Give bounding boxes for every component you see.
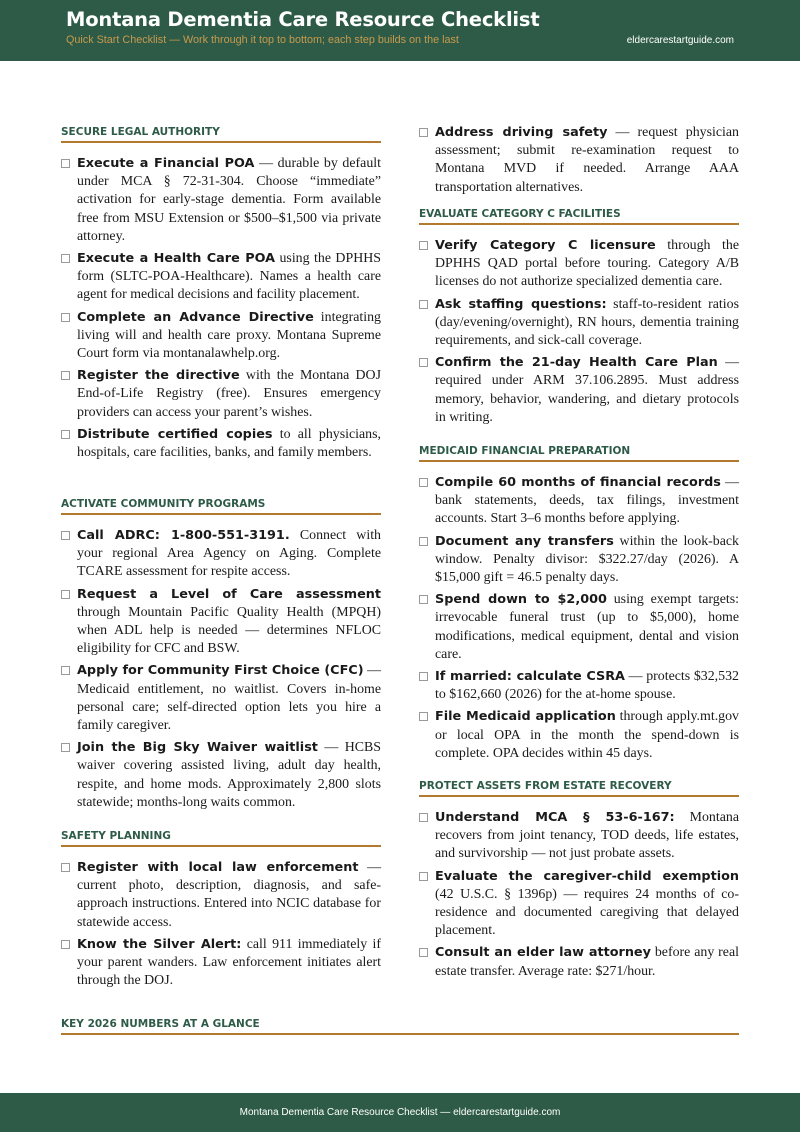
item-title: Apply for Community First Choice (CFC) bbox=[77, 663, 364, 679]
header-url: eldercarestartguide.com bbox=[626, 35, 734, 46]
checklist-item bbox=[419, 668, 739, 704]
item-text: (42 U.S.C. § 1396p) — requires 24 months of co-residence and documented caregiving that delayed placement. bbox=[435, 886, 739, 939]
item-text: through the DPHHS QAD portal before touring. Category A/B licenses do not authorize specialized dementia care. bbox=[435, 238, 739, 290]
checkbox[interactable] bbox=[419, 241, 428, 250]
item-text: — request physician assessment; submit re-examination request to Montana MVD if needed. Arrange AAA transportation alternatives. bbox=[435, 125, 739, 195]
checklist-item bbox=[419, 354, 739, 427]
item-text: — current photo, description, diagnosis, and safe-approach instructions. Entered into NCIC database for statewide access. bbox=[77, 860, 381, 930]
page-title: Montana Dementia Care Resource Checklist bbox=[66, 8, 540, 31]
checkbox[interactable] bbox=[61, 254, 70, 263]
item-text: — Medicaid entitlement, no waitlist. Covers in-home personal care; self-directed option lets you hire a family caregiver. bbox=[77, 663, 381, 734]
checklist-item bbox=[419, 124, 739, 197]
item-title: Evaluate the caregiver-child exemption bbox=[435, 868, 739, 884]
checkbox[interactable] bbox=[61, 940, 70, 949]
checkbox[interactable] bbox=[419, 872, 428, 881]
checkbox[interactable] bbox=[419, 948, 428, 957]
checkbox[interactable] bbox=[61, 666, 70, 675]
item-title: Execute a Health Care POA bbox=[77, 251, 276, 267]
checkbox[interactable] bbox=[419, 595, 428, 604]
checkbox[interactable] bbox=[419, 300, 428, 309]
checklist bbox=[419, 809, 739, 981]
item-text: — protects $32,532 to $162,660 (2026) for the at-home spouse. bbox=[435, 669, 739, 703]
checkbox[interactable] bbox=[419, 712, 428, 721]
item-title: Confirm the 21-day Health Care Plan bbox=[435, 355, 718, 371]
checkbox[interactable] bbox=[61, 863, 70, 872]
footer-text: Montana Dementia Care Resource Checklist — eldercarestartguide.com bbox=[239, 1107, 561, 1118]
section-safety bbox=[61, 830, 381, 994]
item-title: Complete an Advance Directive bbox=[77, 309, 314, 325]
checklist-item bbox=[61, 367, 381, 422]
checklist-item bbox=[61, 936, 381, 991]
section-heading: KEY 2026 NUMBERS AT A GLANCE bbox=[61, 1018, 739, 1035]
checklist-item bbox=[61, 155, 381, 246]
page-header bbox=[0, 0, 800, 61]
item-text: — required under ARM 37.106.2895. Must address memory, behavior, wandering, and dietary protocols in writing. bbox=[435, 355, 739, 425]
item-title: Compile 60 months of financial records bbox=[435, 475, 721, 490]
section-legal bbox=[61, 126, 381, 466]
item-title: Distribute certified copies bbox=[77, 426, 273, 442]
checkbox[interactable] bbox=[61, 590, 70, 599]
item-text: — bank statements, deeds, tax filings, investment accounts. Start 3–6 months before applying. bbox=[435, 475, 739, 527]
checklist-item bbox=[61, 250, 381, 305]
item-title: Call ADRC: 1-800-551-3191. bbox=[77, 528, 290, 543]
page-subtitle: Quick Start Checklist — Work through it top to bottom; each step builds on the last bbox=[66, 34, 459, 46]
item-title: Execute a Financial POA bbox=[77, 156, 255, 171]
section-community bbox=[61, 498, 381, 816]
item-text: — HCBS waiver covering assisted living, adult day health, respite, and home mods. Approximately 2,800 slots statewide; months-long waits common. bbox=[77, 740, 381, 810]
checkbox[interactable] bbox=[61, 430, 70, 439]
item-text: using exempt targets: irrevocable funeral trust (up to $5,000), home modifications, medical equipment, dental and vision care. bbox=[435, 592, 739, 662]
item-title: Spend down to $2,000 bbox=[435, 592, 607, 608]
item-text: within the look-back window. Penalty divisor: $322.27/day (2026). A $15,000 gift = 46.5 penalty days. bbox=[435, 533, 739, 586]
section-heading: SAFETY PLANNING bbox=[61, 830, 381, 847]
item-text: Connect with your regional Area Agency on Aging. Complete TCARE assessment for respite access. bbox=[77, 528, 381, 580]
checklist-item bbox=[61, 527, 381, 582]
checklist-item bbox=[419, 533, 739, 588]
section-numbers bbox=[61, 1018, 739, 1035]
checklist-item bbox=[61, 426, 381, 462]
checkbox[interactable] bbox=[61, 159, 70, 168]
checklist-item bbox=[419, 296, 739, 351]
section-estate bbox=[419, 780, 739, 985]
item-text: Montana recovers from joint tenancy, TOD deeds, life estates, and survivorship — not just probate assets. bbox=[435, 810, 739, 862]
item-title: Request a Level of Care assessment bbox=[77, 586, 381, 602]
item-text: staff-to-resident ratios (day/evening/overnight), RN hours, dementia training requirements, and sick-call coverage. bbox=[435, 296, 740, 349]
section-safety-continued bbox=[419, 124, 739, 201]
item-title: Register the directive bbox=[77, 368, 240, 384]
checklist bbox=[61, 527, 381, 812]
item-title: Verify Category C licensure bbox=[435, 238, 656, 253]
section-heading: MEDICAID FINANCIAL PREPARATION bbox=[419, 445, 739, 462]
checklist-item bbox=[419, 868, 739, 941]
item-title: Understand MCA § 53-6-167: bbox=[435, 810, 675, 825]
item-text: through apply.mt.gov or local OPA in the month the spend-down is complete. OPA decides within 45 days. bbox=[435, 709, 739, 761]
checklist bbox=[61, 155, 381, 462]
checklist bbox=[419, 474, 739, 763]
checklist-item bbox=[419, 809, 739, 864]
section-heading: SECURE LEGAL AUTHORITY bbox=[61, 126, 381, 143]
checkbox[interactable] bbox=[419, 537, 428, 546]
checklist bbox=[61, 859, 381, 990]
item-title: Address driving safety bbox=[435, 125, 608, 140]
item-text: before any real estate transfer. Average rate: $271/hour. bbox=[435, 945, 739, 979]
page-footer bbox=[0, 1093, 800, 1132]
checkbox[interactable] bbox=[419, 128, 428, 137]
checklist-item bbox=[419, 474, 739, 529]
item-title: Document any transfers bbox=[435, 533, 614, 549]
checkbox[interactable] bbox=[419, 672, 428, 681]
checklist-item bbox=[61, 586, 381, 659]
item-title: Ask staffing questions: bbox=[435, 296, 607, 312]
section-heading: ACTIVATE COMMUNITY PROGRAMS bbox=[61, 498, 381, 515]
item-text: call 911 immediately if your parent wanders. Law enforcement initiates alert through the DOJ. bbox=[77, 936, 382, 989]
checklist-item bbox=[61, 662, 381, 735]
item-title: Join the Big Sky Waiver waitlist bbox=[77, 740, 318, 756]
checkbox[interactable] bbox=[61, 743, 70, 752]
item-text: with the Montana DOJ End-of-Life Registry (free). Ensures emergency providers can access your parent’s wishes. bbox=[77, 368, 381, 420]
checklist-item bbox=[61, 309, 381, 364]
item-title: Consult an elder law attorney bbox=[435, 945, 651, 961]
section-facilities bbox=[419, 208, 739, 431]
checkbox[interactable] bbox=[419, 478, 428, 487]
item-text: integrating living will and health care proxy. Montana Supreme Court form via montanalawhelp.org. bbox=[77, 309, 381, 362]
checklist-item bbox=[61, 859, 381, 932]
checklist-item bbox=[419, 708, 739, 763]
section-medicaid bbox=[419, 445, 739, 767]
item-title: Register with local law enforcement bbox=[77, 860, 359, 875]
item-title: File Medicaid application bbox=[435, 709, 616, 725]
checklist-item bbox=[419, 944, 739, 980]
checklist-item bbox=[419, 237, 739, 292]
checkbox[interactable] bbox=[61, 313, 70, 322]
item-title: If married: calculate CSRA bbox=[435, 669, 625, 685]
section-heading: EVALUATE CATEGORY C FACILITIES bbox=[419, 208, 739, 225]
item-title: Know the Silver Alert: bbox=[77, 936, 242, 952]
checklist-item bbox=[61, 739, 381, 812]
item-text: using the DPHHS form (SLTC-POA-Healthcare). Names a health care agent for medical decisions and facility placement. bbox=[77, 251, 381, 303]
checklist bbox=[419, 237, 739, 427]
section-heading: PROTECT ASSETS FROM ESTATE RECOVERY bbox=[419, 780, 739, 797]
item-text: through Mountain Pacific Quality Health (MPQH) when ADL help is needed — determines NFLOC eligibility for CFC and BSW. bbox=[77, 604, 381, 657]
checkbox[interactable] bbox=[419, 813, 428, 822]
item-text: — durable by default under MCA § 72-31-304. Choose “immediate” activation for early-stage dementia. Form available free from MSU Extension or $500–$1,500 via private attorney. bbox=[77, 156, 381, 244]
item-text: to all physicians, hospitals, care facilities, banks, and family members. bbox=[77, 426, 381, 461]
checkbox[interactable] bbox=[419, 358, 428, 367]
checklist-item bbox=[419, 591, 739, 664]
checkbox[interactable] bbox=[61, 531, 70, 540]
checkbox[interactable] bbox=[61, 371, 70, 380]
